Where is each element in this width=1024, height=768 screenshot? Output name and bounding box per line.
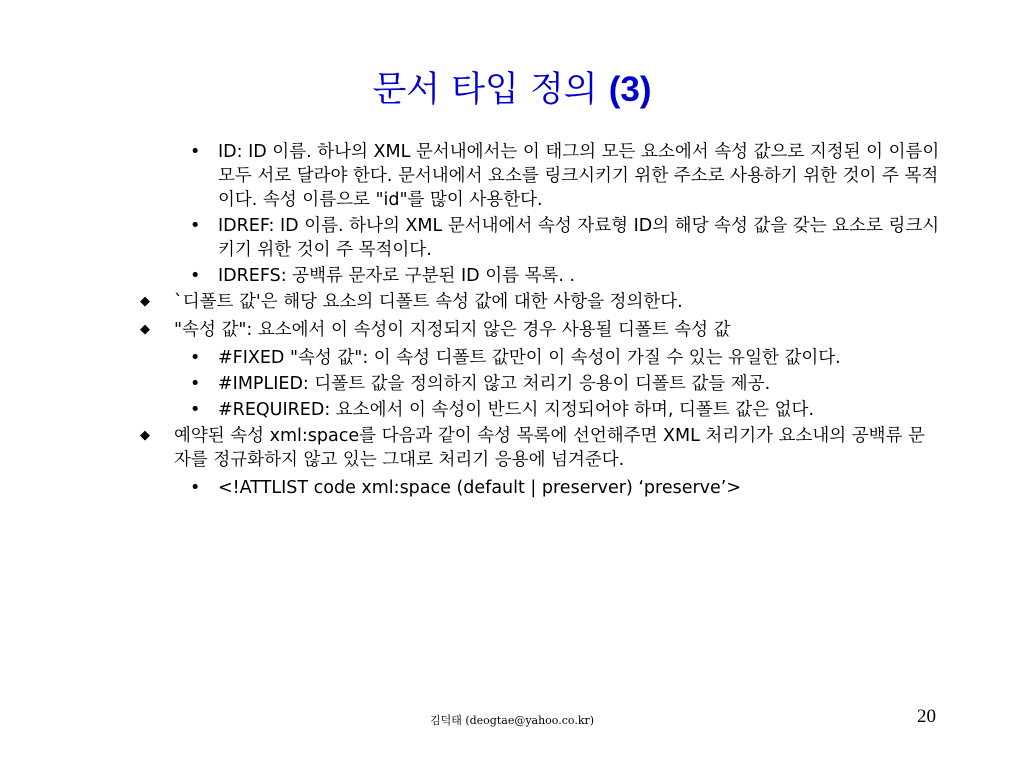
bullet-item-idref [140, 214, 940, 262]
bullet-item-default-value [140, 290, 940, 314]
diamond-bullet-icon: ◆ [140, 322, 150, 337]
bullet-dot-icon: • [190, 216, 201, 236]
bullet-text: #IMPLIED: 디폴트 값을 정의하지 않고 처리기 응용이 디폴트 값들 제공. [218, 374, 771, 394]
diamond-bullet-icon: ◆ [140, 294, 150, 309]
bullet-item-idrefs [140, 264, 940, 288]
bullet-item-implied [140, 372, 940, 396]
slide-content [140, 140, 940, 502]
bullet-item-id [140, 140, 940, 212]
bullet-text: #FIXED "속성 값": 이 속성 디폴트 값만이 이 속성이 가질 수 있는 유일한 값이다. [218, 348, 841, 368]
slide-title [0, 62, 1024, 112]
bullet-dot-icon: • [190, 142, 201, 162]
page-number: 20 [917, 706, 936, 727]
bullet-item-fixed [140, 346, 940, 370]
bullet-dot-icon: • [190, 478, 201, 498]
bullet-text: 예약된 속성 xml:space를 다음과 같이 속성 목록에 선언해주면 XML 처리기가 요소내의 공백류 문자를 정규화하지 않고 있는 그대로 처리기 응용에 넘겨준다. [174, 426, 925, 470]
bullet-dot-icon: • [190, 266, 201, 286]
bullet-item-attribute-value [140, 318, 940, 342]
bullet-text: `디폴트 값'은 해당 요소의 디폴트 속성 값에 대한 사항을 정의한다. [174, 292, 683, 312]
footer-author: 김덕태 (deogtae@yahoo.co.kr) [429, 714, 595, 727]
bullet-item-attlist [140, 476, 940, 500]
bullet-dot-icon: • [190, 374, 201, 394]
bullet-item-required [140, 398, 940, 422]
bullet-dot-icon: • [190, 348, 201, 368]
bullet-text: IDREFS: 공백류 문자로 구분된 ID 이름 목록. . [218, 266, 576, 286]
bullet-text: IDREF: ID 이름. 하나의 XML 문서내에서 속성 자료형 ID의 해당 속성 값을 갖는 요소로 링크시키기 위한 것이 주 목적이다. [218, 216, 940, 260]
slide-title-text: 문서 타입 정의 [372, 70, 609, 110]
bullet-item-xml-space [140, 424, 940, 472]
bullet-text: ID: ID 이름. 하나의 XML 문서내에서는 이 태그의 모든 요소에서 속성 값으로 지정된 이 이름이 모두 서로 달라야 한다. 문서내에서 요소를 링크시키기 위한 주소로 사용하기 위한 것이 주 목적이다. 속성 이름으로 "id"를 많이 사용한다. [218, 142, 940, 210]
bullet-dot-icon: • [190, 400, 201, 420]
slide-title-number: (3) [608, 70, 652, 109]
diamond-bullet-icon: ◆ [140, 428, 150, 443]
bullet-text: <!ATTLIST code xml:space (default | preserver) ‘preserve’> [218, 478, 742, 498]
bullet-text: "속성 값": 요소에서 이 속성이 지정되지 않은 경우 사용될 디폴트 속성 값 [174, 320, 731, 340]
bullet-text: #REQUIRED: 요소에서 이 속성이 반드시 지정되어야 하며, 디폴트 값은 없다. [218, 400, 815, 420]
